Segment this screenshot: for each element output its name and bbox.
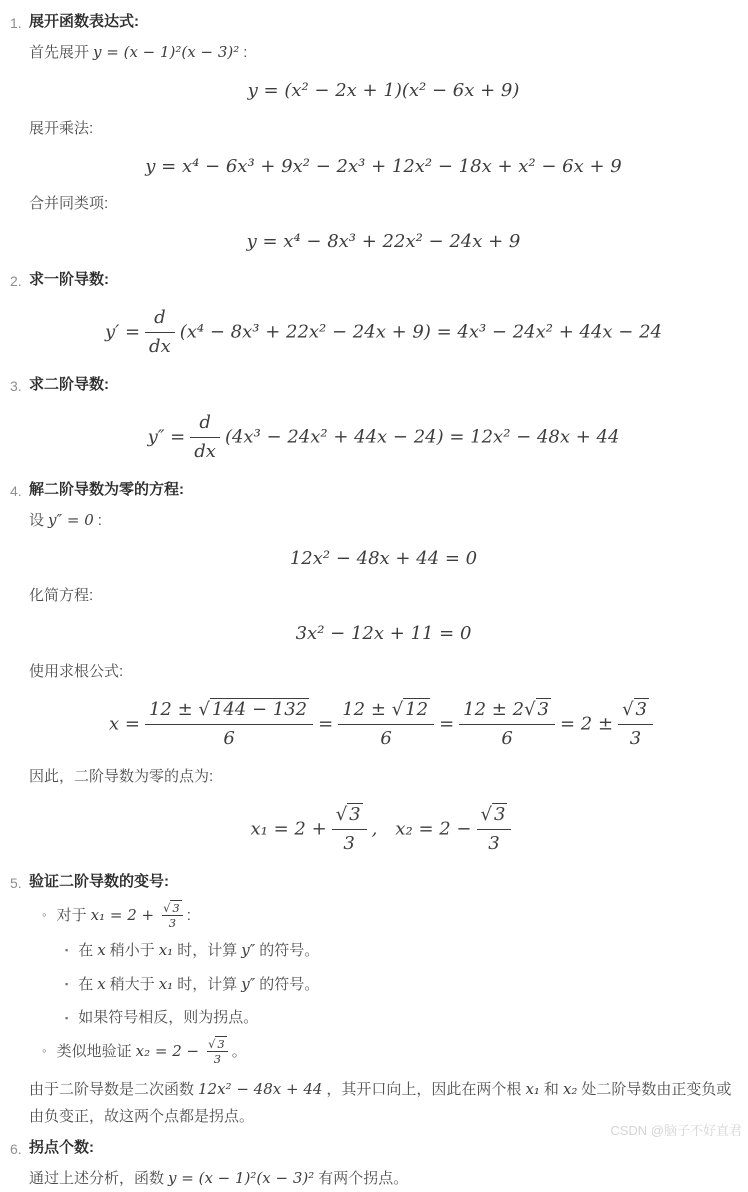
- list-item-5: [10, 869, 738, 1131]
- section-5-heading: 验证二阶导数的变号:: [29, 872, 169, 890]
- fraction-term-3: [459, 698, 555, 751]
- section-1-heading: 展开函数表达式:: [29, 13, 139, 30]
- sub-bullet-smaller: [65, 937, 738, 964]
- sqrt-radical: √ 3: [622, 698, 649, 720]
- math-inline: y″: [241, 974, 256, 993]
- math-rest: (x⁴ − 8x³ + 22x² − 24x + 9) = 4x³ − 24x² + 44x − 24: [179, 320, 662, 342]
- text-span: 由于二阶导数是二次函数: [29, 1081, 195, 1099]
- sqrt-radical: √ 3: [208, 1036, 227, 1051]
- section-2-heading: 求一阶导数:: [29, 270, 109, 288]
- math-lead: x =: [108, 712, 140, 734]
- section-4-conclusion-label: 因此，二阶导数为零的点为:: [29, 767, 214, 785]
- item-6-content: [29, 1135, 738, 1192]
- math-lead: y′ =: [104, 320, 141, 342]
- item-5-content: [29, 869, 738, 1131]
- list-number-5: 5.: [10, 874, 22, 891]
- math-expression: y = x⁴ − 8x³ + 22x² − 24x + 9: [246, 231, 521, 252]
- circle-bullet-icon: ◦: [42, 906, 47, 922]
- sqrt-radical: √ 3: [481, 803, 508, 825]
- math-inline: y″: [241, 940, 256, 959]
- math-x1: x₁ = 2 +: [250, 817, 327, 839]
- section-4-simplify-label: 化简方程:: [29, 587, 94, 604]
- sqrt-radical: √ 3: [524, 698, 551, 720]
- formula-combined-polynomial: [29, 230, 738, 254]
- equals-sign: =: [318, 712, 334, 734]
- formula-quadratic-roots: [29, 698, 738, 751]
- bullet-text: [57, 902, 191, 930]
- sqrt-radical: √ 3: [336, 803, 363, 825]
- list-item-6: [10, 1135, 738, 1192]
- text-span: 首先展开: [29, 44, 90, 61]
- section-1-intro: [29, 39, 738, 66]
- fraction-sqrt3-over-3: [477, 803, 512, 856]
- sub-bullet-sign-opposite: [65, 1005, 738, 1031]
- list-number-2: 2.: [10, 272, 22, 289]
- fraction-denominator: 3: [488, 833, 500, 854]
- math-inline: x₂: [562, 1080, 578, 1099]
- bullet-item-x2: [42, 1038, 738, 1066]
- fraction-numerator: [332, 803, 367, 831]
- math-inline: x₁: [525, 1080, 540, 1099]
- formula-simplified-quadratic: [29, 622, 738, 646]
- text-span: 的符号。: [259, 975, 320, 993]
- item-3-content: [29, 372, 738, 464]
- math-inline: y = (x − 1)²(x − 3)²: [168, 1169, 315, 1188]
- comma: ,: [371, 817, 378, 839]
- fraction-numerator: 12 ± √ 144 − 132: [145, 698, 313, 726]
- formula-expanded-terms: [29, 155, 738, 179]
- sqrt-radical: √ 12: [392, 698, 430, 720]
- text-span: 通过上述分析，函数: [29, 1170, 165, 1188]
- math-inline: x₂ = 2 −: [135, 1042, 200, 1061]
- equals-sign: =: [439, 712, 455, 734]
- fraction-sqrt3-over-3: [332, 803, 367, 856]
- math-expression: y = x⁴ − 6x³ + 9x² − 2x³ + 12x² − 18x + x² − 6x + 9: [145, 155, 622, 177]
- sub-bullet-larger: [65, 971, 738, 998]
- fraction-denominator: 6: [223, 728, 235, 749]
- text-span: ，其开口向上，因此在两个根: [326, 1081, 522, 1099]
- math-expression: 12x² − 48x + 44 = 0: [289, 547, 478, 569]
- fraction-term-4: [618, 698, 653, 751]
- sub-bullet-text: [78, 937, 319, 964]
- section-6-final-answer: [29, 1165, 738, 1192]
- math-x2: x₂ = 2 −: [395, 817, 472, 839]
- text-span: 时，计算: [177, 975, 238, 993]
- list-number-6: 6.: [10, 1141, 22, 1158]
- list-item-3: [10, 372, 738, 464]
- fraction-denominator: dx: [149, 336, 171, 357]
- text-span: :: [97, 511, 102, 529]
- math-inline: x: [97, 940, 106, 959]
- text-span: 处二阶导数由正变负或由负变正，故这两个点都是拐点。: [29, 1081, 732, 1126]
- sqrt-radical: √ 144 − 132: [198, 698, 309, 720]
- formula-first-derivative: [29, 306, 738, 359]
- math-lead: y″ =: [147, 425, 186, 447]
- list-item-1: [10, 9, 738, 254]
- item-1-content: [29, 9, 738, 254]
- formula-second-derivative: [29, 411, 738, 464]
- sub-bullet-text: [78, 971, 319, 998]
- list-item-2: [10, 267, 738, 359]
- text-span: 对于: [56, 906, 87, 924]
- formula-factored-expansion: [29, 79, 738, 103]
- csdn-watermark: CSDN @脑子不好直君: [610, 1123, 742, 1138]
- fraction-denominator: 3: [629, 728, 642, 749]
- math-inline: x₁ = 2 +: [90, 905, 155, 924]
- text-span: 的符号。: [259, 941, 320, 959]
- formula-second-derivative-zero: [29, 547, 738, 571]
- math-inline: x₁: [158, 940, 174, 959]
- text-span: 有两个拐点。: [318, 1170, 409, 1188]
- text-span: 类似地验证: [56, 1043, 132, 1061]
- fraction-denominator: 6: [380, 728, 392, 749]
- section-6-heading: 拐点个数:: [29, 1139, 94, 1157]
- text-span: :: [186, 906, 191, 924]
- fraction-numerator: 12 ± √ 12: [338, 698, 434, 726]
- text-span: 时，计算: [177, 941, 238, 959]
- fraction-denominator: 6: [501, 728, 513, 749]
- text-span: :: [243, 44, 248, 61]
- list-number-1: 1.: [10, 15, 22, 31]
- text-span: 。: [231, 1043, 247, 1061]
- circle-bullet-icon: ◦: [42, 1042, 47, 1058]
- fraction-numerator: d: [145, 306, 175, 334]
- inline-sqrt-fraction: √ $\frac{3}{3}$: [162, 902, 183, 930]
- math-inline: x₁: [158, 974, 174, 993]
- equals-tail: = 2 ±: [560, 712, 614, 734]
- section-1-step-label-combine: 合并同类项:: [29, 195, 109, 212]
- text-span: 和: [543, 1081, 559, 1099]
- fraction-term-2: [338, 698, 434, 751]
- section-4-heading: 解二阶导数为零的方程:: [29, 480, 184, 498]
- fraction-numerator: [477, 803, 512, 831]
- fraction-numerator: [618, 698, 653, 726]
- nested-sub-bullet-list: [65, 937, 738, 1031]
- fraction-numerator: 12 ± 2 √ 3: [459, 698, 555, 726]
- section-4-quadratic-formula-label: 使用求根公式:: [29, 662, 124, 680]
- text-span: 如果符号相反，则为拐点。: [78, 1008, 259, 1026]
- math-inline: 12x² − 48x + 44: [198, 1080, 323, 1099]
- math-inline: y = (x − 1)²(x − 3)²: [93, 43, 240, 61]
- fraction-d-dx: [190, 411, 220, 464]
- item-2-content: [29, 267, 738, 359]
- list-item-4: [10, 477, 738, 856]
- fraction-denominator: 3: [343, 833, 355, 854]
- math-inline: y″ = 0: [48, 510, 94, 529]
- square-bullet-icon: ▪: [65, 1012, 69, 1023]
- section-3-heading: 求二阶导数:: [29, 375, 109, 393]
- fraction-denominator: dx: [194, 441, 216, 462]
- square-bullet-icon: ▪: [65, 978, 69, 989]
- math-expression: y = (x² − 2x + 1)(x² − 6x + 9): [247, 80, 520, 101]
- fraction-d-dx: [145, 306, 175, 359]
- math-inline: x: [97, 974, 106, 993]
- nested-bullet-list: [42, 902, 738, 1067]
- list-number-3: 3.: [10, 377, 22, 394]
- section-4-set-zero: [29, 507, 738, 534]
- math-expression: 3x² − 12x + 11 = 0: [295, 623, 472, 644]
- text-span: 设: [29, 511, 45, 529]
- bullet-item-x1: [42, 902, 738, 930]
- item-4-content: [29, 477, 738, 856]
- bullet-text: [57, 1038, 247, 1066]
- math-rest: (4x³ − 24x² + 44x − 24) = 12x² − 48x + 44: [224, 425, 620, 447]
- text-span: 稍大于: [109, 975, 155, 993]
- formula-inflection-x-values: [29, 803, 738, 856]
- square-bullet-icon: ▪: [65, 944, 69, 955]
- fraction-numerator: d: [190, 411, 220, 439]
- text-span: 稍小于: [109, 941, 155, 959]
- text-span: 在: [78, 941, 94, 959]
- sub-bullet-text: [78, 1005, 258, 1031]
- sqrt-radical: √ 3: [163, 900, 182, 915]
- inline-sqrt-fraction: √ $\frac{3}{3}$: [207, 1038, 228, 1066]
- fraction-term-1: [145, 698, 313, 751]
- list-number-4: 4.: [10, 482, 22, 499]
- text-span: 在: [78, 975, 94, 993]
- section-1-step-label-expand: 展开乘法:: [29, 119, 94, 137]
